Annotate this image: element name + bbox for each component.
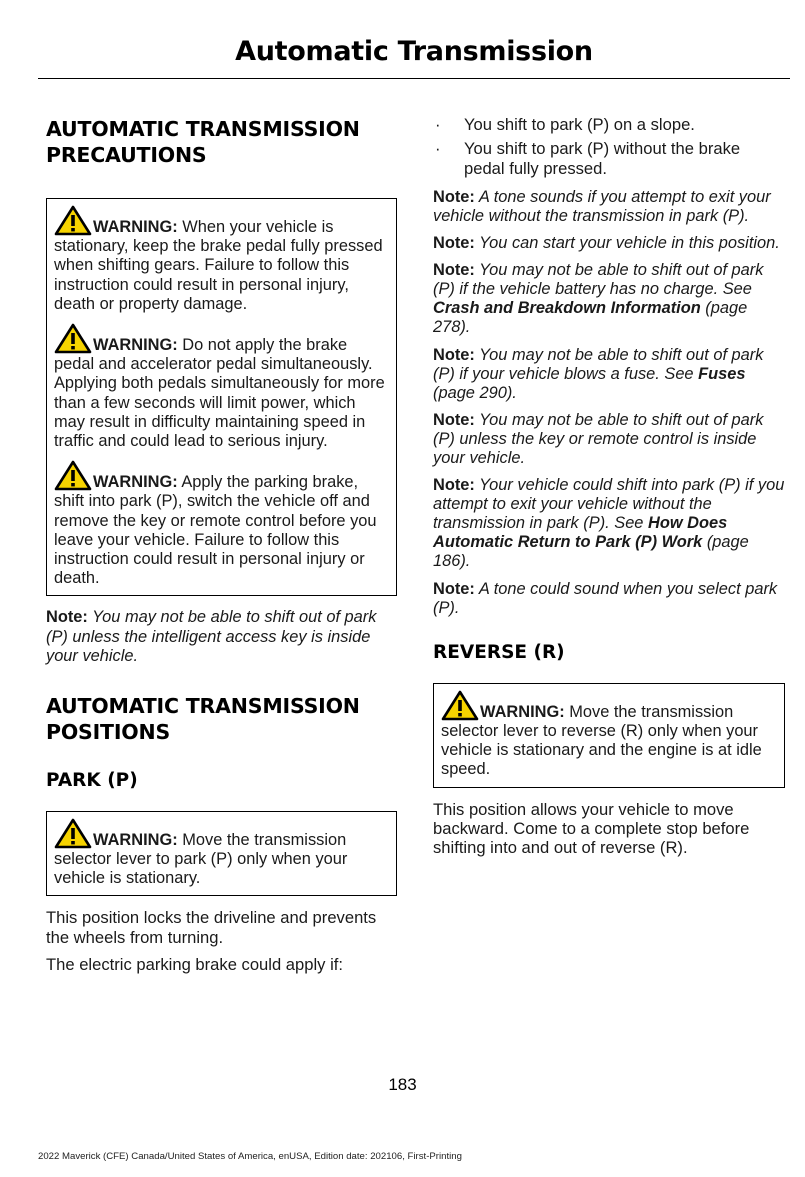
note-intelligent-access	[46, 608, 397, 665]
park-heading: PARK (P)	[46, 769, 138, 791]
note-label: Note:	[433, 476, 475, 495]
note-auto-park: Note: Your vehicle could shift into park (P) if you attempt to exit your vehicle without the transmission in park (P). See How Does Automatic Return to Park (P) Work (page 186).	[433, 476, 785, 571]
warning-text: Move the transmission selector lever to park (P) only when your vehicle is stationary.	[54, 830, 348, 888]
precautions-warning-box	[46, 198, 397, 596]
cross-reference-link[interactable]: Fuses	[698, 364, 746, 383]
warning-triangle-icon	[54, 323, 92, 354]
reverse-heading: REVERSE (R)	[433, 641, 565, 663]
bullet-glyph: ·	[435, 139, 441, 159]
warning-paragraph	[54, 205, 389, 314]
note-text: You may not be able to shift out of park (P) unless the intelligent access key is inside your vehicle.	[46, 608, 377, 665]
warning-paragraph	[441, 690, 777, 780]
warning-label: WARNING:	[93, 218, 178, 236]
bullet-glyph: ·	[435, 115, 441, 134]
note-label: Note:	[433, 261, 475, 280]
page-title: Automatic Transmission	[235, 36, 593, 67]
warning-triangle-icon	[441, 690, 479, 721]
warning-triangle-icon	[54, 818, 92, 849]
reverse-warning-box	[433, 683, 785, 788]
warning-text: Apply the parking brake, shift into park (P), switch the vehicle off and remove the key or remote control before you leave your vehicle. Failure to follow this instruction could result in personal injury or death.	[54, 473, 377, 588]
note-text: You may not be able to shift out of park (P) unless the key or remote control is inside your vehicle.	[433, 410, 764, 468]
warning-paragraph	[54, 323, 389, 451]
note-label: Note:	[46, 608, 88, 627]
cross-reference-link[interactable]: Crash and Breakdown Information	[433, 299, 701, 318]
warning-text: When your vehicle is stationary, keep the brake pedal fully pressed when shifting gears. Failure to follow this instruction could result in personal injury, death or property damage.	[54, 218, 383, 313]
edition-footer: 2022 Maverick (CFE) Canada/United States of America, enUSA, Edition date: 202106, First-Printing	[38, 1151, 462, 1162]
warning-text: Do not apply the brake pedal and accelerator pedal simultaneously. Applying both pedals simultaneously for more than a few seconds will limit power, which may result in difficulty maintaining speed in traffic and could lead to serious injury.	[54, 336, 385, 451]
cross-reference-link[interactable]: How Does Automatic Return to Park (P) Work	[433, 514, 728, 552]
page-number: 183	[388, 1075, 417, 1094]
note-start-position	[433, 234, 785, 253]
park-body-text: This position locks the driveline and prevents the wheels from turning.	[46, 908, 377, 947]
positions-heading: AUTOMATIC TRANSMISSION POSITIONS	[46, 693, 360, 744]
warning-label: WARNING:	[93, 830, 178, 849]
warning-triangle-icon	[54, 460, 92, 491]
note-tone-select	[433, 580, 785, 618]
note-label: Note:	[433, 234, 475, 253]
note-key-inside	[433, 411, 785, 468]
note-label: Note:	[433, 345, 475, 364]
note-fuse: Note: You may not be able to shift out of park (P) if your vehicle blows a fuse. See Fuses (page 290).	[433, 345, 764, 402]
park-brake-conditions	[433, 115, 785, 178]
list-item: · You shift to park (P) on a slope.	[435, 115, 695, 134]
reverse-body-text: This position allows your vehicle to move backward. Come to a complete stop before shifting into and out of reverse (R).	[433, 799, 750, 858]
warning-label: WARNING:	[93, 336, 178, 355]
precautions-heading: AUTOMATIC TRANSMISSION PRECAUTIONS	[46, 117, 360, 167]
warning-triangle-icon	[54, 205, 92, 236]
title-divider	[38, 78, 790, 79]
park-warning-box	[46, 811, 397, 897]
note-label: Note:	[433, 579, 475, 598]
warning-text: Move the transmission selector lever to reverse (R) only when your vehicle is stationary and the engine is at idle speed.	[441, 702, 762, 779]
right-column	[433, 115, 785, 857]
note-text: You can start your vehicle in this position.	[474, 234, 780, 253]
park-brake-intro: The electric parking brake could apply if:	[46, 954, 343, 974]
note-label: Note:	[433, 187, 475, 206]
warning-paragraph	[54, 818, 389, 889]
note-text: A tone could sound when you select park (P).	[433, 579, 778, 617]
note-tone-exit	[433, 188, 785, 226]
warning-paragraph	[54, 460, 389, 588]
left-column	[46, 116, 397, 974]
note-text: A tone sounds if you attempt to exit your vehicle without the transmission in park (P).	[433, 187, 771, 225]
warning-label: WARNING:	[480, 702, 565, 721]
list-item: · You shift to park (P) without the brake pedal fully pressed.	[435, 139, 741, 178]
note-label: Note:	[433, 410, 475, 429]
warning-label: WARNING:	[93, 473, 178, 492]
note-battery: Note: You may not be able to shift out of park (P) if the vehicle battery has no charge. See Crash and Breakdown Information (page 278).	[433, 261, 764, 337]
